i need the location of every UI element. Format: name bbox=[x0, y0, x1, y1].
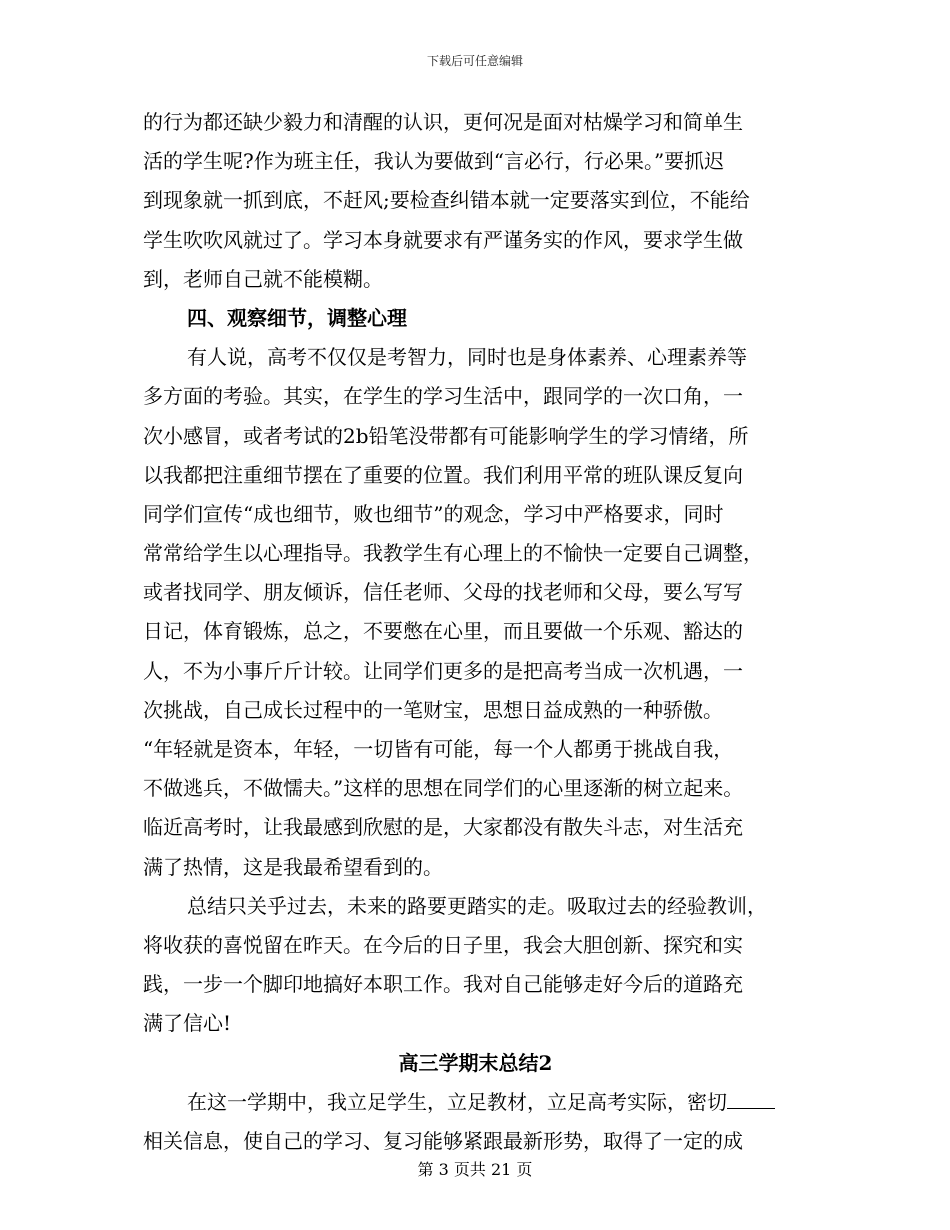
text-line-content: 常常给学生以心理指导。我教学生有心理上的不愉快一定要自己调整， bbox=[143, 541, 763, 566]
text-line bbox=[143, 377, 808, 416]
text-line bbox=[143, 612, 808, 651]
text-line-content: 将收获的喜悦留在昨天。在今后的日子里，我会大胆创新、探究和实 bbox=[143, 932, 743, 957]
page-header-note: 下载后可任意编辑 bbox=[426, 54, 523, 68]
text-line bbox=[143, 338, 808, 377]
text-line-content: 在这一学期中，我立足学生，立足教材，立足高考实际，密切 bbox=[187, 1089, 727, 1114]
text-line-content: 同学们宣传“成也细节，败也细节”的观念，学习中严格要求，同时 bbox=[143, 501, 724, 526]
text-line-content: 满了热情，这是我最希望看到的。 bbox=[143, 854, 443, 879]
fill-in-blank bbox=[727, 1084, 775, 1109]
text-line-content: 或者找同学、朋友倾诉，信任老师、父母的找老师和父母，要么写写 bbox=[143, 580, 743, 605]
text-line-content: 有人说，高考不仅仅是考智力，同时也是身体素养、心理素养等 bbox=[187, 345, 747, 370]
text-line-content: 学生吹吹风就过了。学习本身就要求有严谨务实的作风，要求学生做 bbox=[143, 227, 743, 252]
text-line bbox=[143, 926, 808, 965]
text-line-content: 高三学期末总结2 bbox=[398, 1050, 553, 1075]
text-line bbox=[143, 965, 808, 1004]
text-line bbox=[143, 1083, 808, 1122]
text-line-content: 到，老师自己就不能模糊。 bbox=[143, 266, 383, 291]
text-line bbox=[143, 142, 808, 181]
text-line bbox=[143, 534, 808, 573]
text-line bbox=[143, 573, 808, 612]
text-line-content: 人，不为小事斤斤计较。让同学们更多的是把高考当成一次机遇，一 bbox=[143, 658, 743, 683]
text-line-content: 活的学生呢?作为班主任，我认为要做到“言必行，行必果。”要抓迟 bbox=[143, 149, 725, 174]
text-line-content: 相关信息，使自己的学习、复习能够紧跟最新形势，取得了一定的成 bbox=[143, 1128, 743, 1153]
text-line bbox=[143, 1004, 808, 1043]
text-line bbox=[143, 417, 808, 456]
text-line bbox=[143, 260, 808, 299]
text-line-content: 到现象就一抓到底，不赶风;要检查纠错本就一定要落实到位，不能给 bbox=[143, 188, 750, 213]
text-line bbox=[143, 808, 808, 847]
text-line-content: 多方面的考验。其实，在学生的学习生活中，跟同学的一次口角，一 bbox=[143, 384, 743, 409]
text-line bbox=[143, 456, 808, 495]
text-line-content: 次挑战，自己成长过程中的一笔财宝，思想日益成熟的一种骄傲。 bbox=[143, 697, 723, 722]
text-line-content: 以我都把注重细节摆在了重要的位置。我们利用平常的班队课反复向 bbox=[143, 462, 743, 487]
text-line-content: 临近高考时，让我最感到欣慰的是，大家都没有散失斗志，对生活充 bbox=[143, 815, 743, 840]
text-line-content: 次小感冒，或者考试的2b铅笔没带都有可能影响学生的学习情绪，所 bbox=[143, 423, 749, 448]
text-line bbox=[143, 769, 808, 808]
text-line bbox=[143, 887, 808, 926]
section-heading bbox=[143, 299, 808, 338]
text-line bbox=[143, 848, 808, 887]
text-line-content: 四、观察细节，调整心理 bbox=[187, 305, 407, 330]
document-title bbox=[143, 1044, 808, 1083]
text-line bbox=[143, 495, 808, 534]
page-number-footer: 第 3 页共 21 页 bbox=[417, 1160, 533, 1179]
text-line bbox=[143, 652, 808, 691]
text-line bbox=[143, 103, 808, 142]
text-line bbox=[143, 221, 808, 260]
text-line bbox=[143, 730, 808, 769]
text-line-content: 总结只关乎过去，未来的路要更踏实的走。吸取过去的经验教训， bbox=[187, 893, 767, 918]
text-line-content: 满了信心! bbox=[143, 1011, 232, 1036]
text-line bbox=[143, 1122, 808, 1161]
text-line-content: 日记，体育锻炼，总之，不要憋在心里，而且要做一个乐观、豁达的 bbox=[143, 619, 743, 644]
text-line-content: “年轻就是资本，年轻，一切皆有可能，每一个人都勇于挑战自我， bbox=[143, 737, 734, 761]
text-line-content: 不做逃兵，不做懦夫。”这样的思想在同学们的心里逐渐的树立起来。 bbox=[143, 776, 744, 801]
text-line bbox=[143, 691, 808, 730]
text-line bbox=[143, 181, 808, 220]
text-line-content: 践，一步一个脚印地搞好本职工作。我对自己能够走好今后的道路充 bbox=[143, 972, 743, 997]
document-body bbox=[143, 103, 808, 1161]
text-line-content: 的行为都还缺少毅力和清醒的认识，更何况是面对枯燥学习和简单生 bbox=[143, 110, 743, 134]
